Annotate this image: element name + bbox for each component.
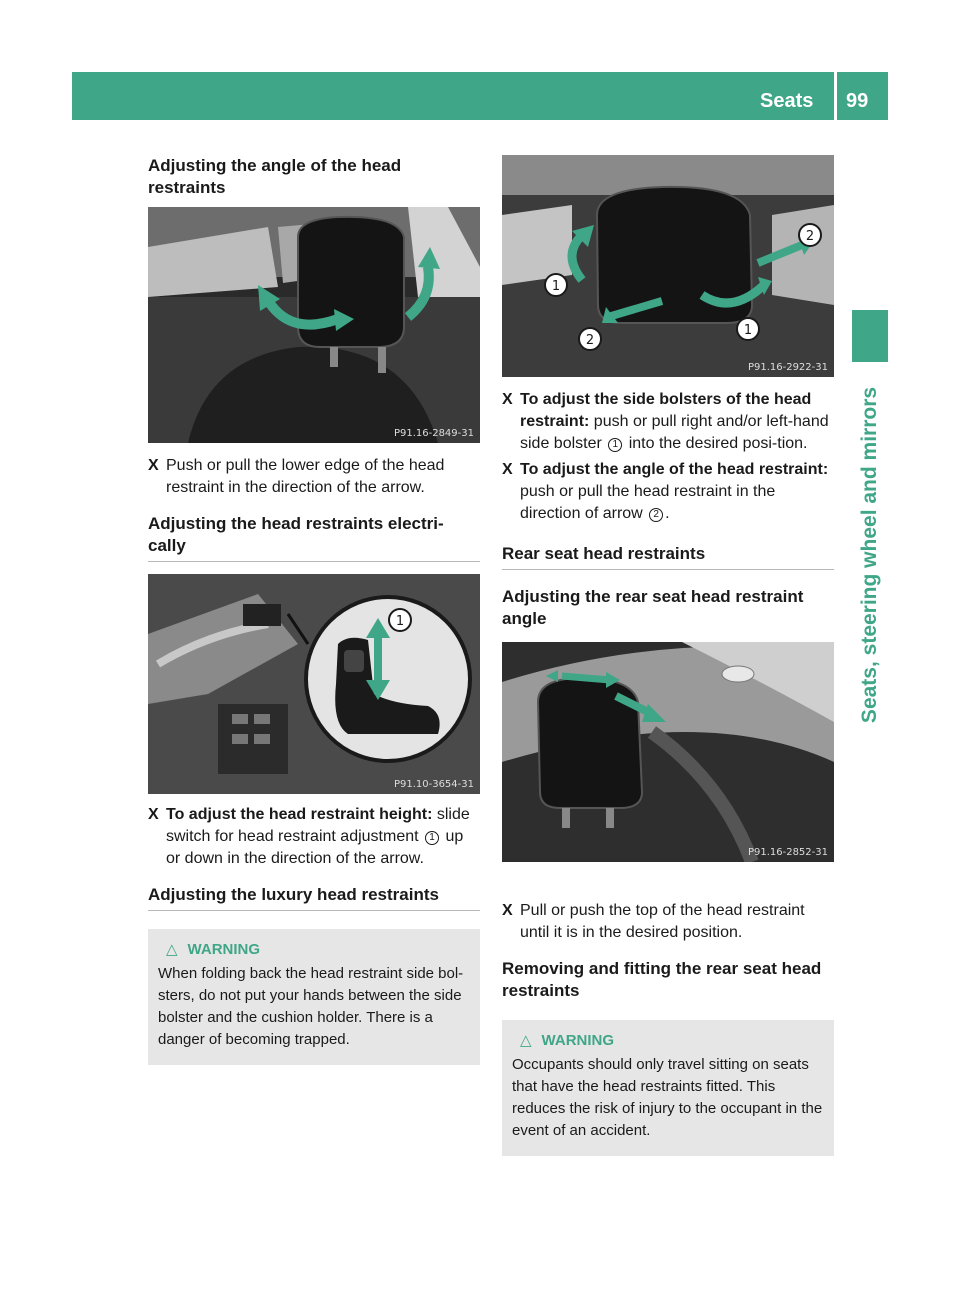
header-divider [834, 72, 837, 120]
step-label: To adjust the angle of the head restraint: [520, 461, 829, 478]
step-text: slide switch for head restraint adjustment [166, 806, 470, 845]
warning-triangle-icon: △ [166, 941, 178, 958]
image-code: P91.16-2922-31 [747, 362, 828, 373]
reference-number-icon: 2 [649, 508, 663, 522]
photo-rear-restraint [502, 642, 834, 862]
heading-luxury: Adjusting the luxury head restraints [148, 884, 480, 911]
step-marker-icon: X [502, 391, 513, 408]
step-text: Pull or push the top of the head restraint until it is in the desired position. [520, 902, 805, 941]
step-text: up or down in the direction of the arrow. [166, 828, 464, 867]
head-restraint-angle-illustration [148, 207, 480, 443]
left-column [148, 155, 480, 1065]
step-text: . [665, 505, 670, 522]
step-text: Push or pull the lower edge of the head restraint in the direction of the arrow. [166, 457, 445, 496]
reference-number-icon: 1 [425, 831, 439, 845]
heading-removing: Removing and fitting the rear seat head restraints [502, 959, 822, 1000]
instruction-step [502, 459, 834, 525]
luxury-restraint-illustration [502, 155, 834, 377]
heading-angle: Adjusting the angle of the head restraints [148, 156, 402, 197]
step-marker-icon: X [502, 461, 513, 478]
warning-header [512, 1030, 824, 1052]
warning-title: WARNING [187, 941, 261, 958]
warning-text: Occupants should only travel sitting on seats that have the head restraints fitted. This reduces the risk of injury to the occupant in the event of an accident. [512, 1056, 823, 1139]
callout-number: 2 [805, 229, 815, 244]
photo-head-restraint-angle [148, 207, 480, 443]
image-code: P91.16-2852-31 [747, 847, 828, 858]
warning-text: When folding back the head restraint side bol-sters, do not put your hands between the side bolster and the cushion holder. There is a danger of becoming trapped. [158, 965, 464, 1048]
image-code: P91.16-2849-31 [393, 428, 474, 439]
callout-number: 1 [395, 614, 405, 629]
section-title: Seats [760, 90, 814, 112]
heading-rear: Rear seat head restraints [502, 543, 834, 570]
instruction-step [148, 804, 480, 870]
warning-title: WARNING [541, 1032, 615, 1049]
instruction-step [148, 455, 480, 499]
warning-triangle-icon: △ [520, 1032, 532, 1049]
side-tab-marker [852, 310, 888, 362]
callout-number: 2 [585, 333, 595, 348]
photo-luxury-restraint [502, 155, 834, 377]
instruction-step [502, 900, 834, 944]
heading-rear-angle: Adjusting the rear seat head restraint angle [502, 587, 804, 628]
warning-box [148, 929, 480, 1065]
warning-box [502, 1020, 834, 1156]
callout-number: 1 [743, 323, 753, 338]
step-marker-icon: X [148, 457, 159, 474]
step-text: push or pull right and/or left-hand side bolster [520, 413, 829, 452]
step-label: To adjust the head restraint height: [166, 806, 433, 823]
heading-electric: Adjusting the head restraints electri-cally [148, 513, 480, 562]
callout-number: 1 [551, 279, 561, 294]
step-text: push or pull the head restraint in the direction of arrow [520, 483, 776, 522]
warning-header [158, 939, 470, 961]
instruction-step [502, 389, 834, 455]
reference-number-icon: 1 [608, 438, 622, 452]
step-marker-icon: X [502, 902, 513, 919]
step-marker-icon: X [148, 806, 159, 823]
step-label: To adjust the side bolsters of the head restraint: [520, 391, 812, 430]
step-text: into the desired posi-tion. [624, 435, 808, 452]
right-column [502, 155, 834, 1156]
side-tab-label: Seats, steering wheel and mirrors [858, 386, 881, 724]
rear-restraint-illustration [502, 642, 834, 862]
photo-electric-switch [148, 574, 480, 794]
page-number: 99 [846, 90, 869, 112]
electric-switch-illustration [148, 574, 480, 794]
image-code: P91.10-3654-31 [393, 779, 474, 790]
